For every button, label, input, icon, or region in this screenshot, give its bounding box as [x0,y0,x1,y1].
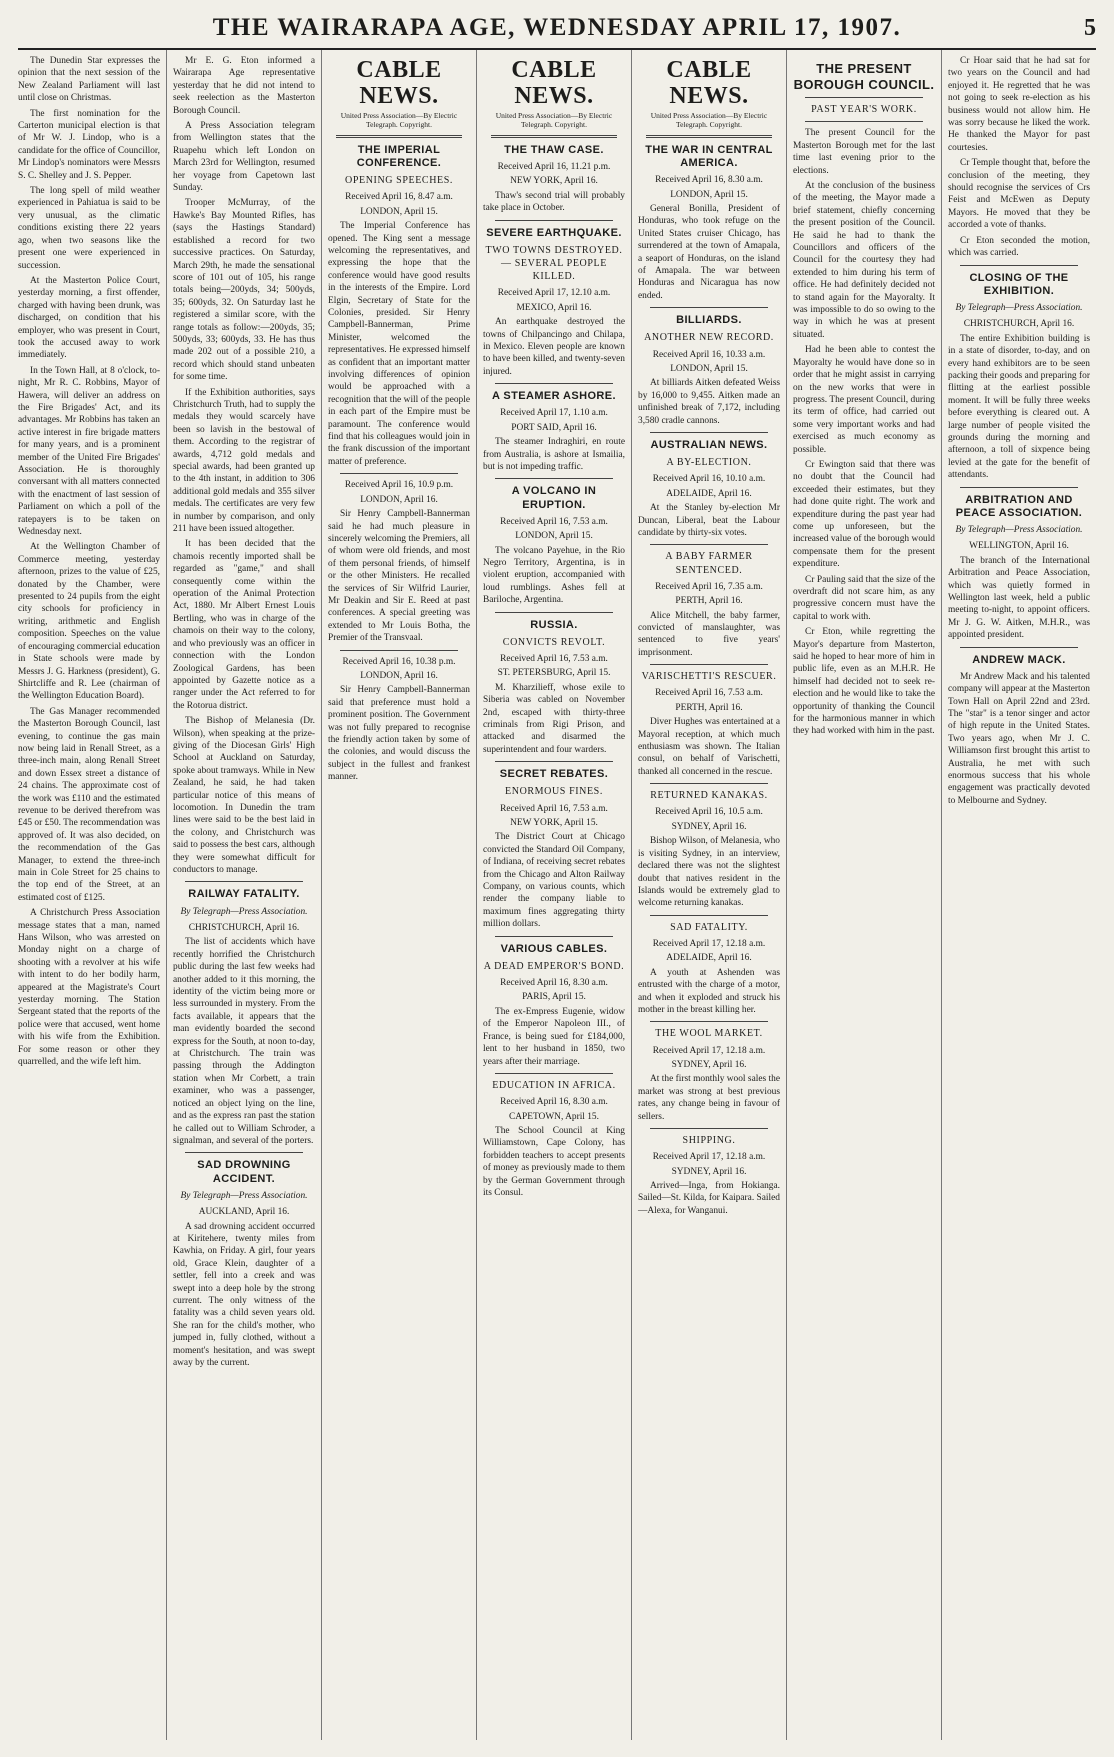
received-time: Received April 16, 7.53 a.m. [500,803,608,814]
article-paragraph: M. Kharzilieff, whose exile to Siberia was cabled on November 2nd, escaped with thirty-three criminals from Rigi Prison, and attacked and disarmed the superintendent and four warders. [483,682,625,755]
article-paragraph: At the Stanley by-election Mr Duncan, Liberal, beat the Labour candidate by thirty-six votes. [638,503,780,539]
article-paragraph: Cr Temple thought that, before the conclusion of the meeting, they should recognise the services of Crs Feist and McEwen as Deputy Mayors. He moved that they be accorded a vote of thanks. [948,158,1090,231]
article-paragraph: In the Town Hall, at 8 o'clock, to-night, Mr R. C. Robbins, Mayor of Hawera, will deliver an address on the Fire Brigades' Act, and its advantages. Mr Robbins has taken an active interest in fire brigade matters for many years, and is a prominent member of the United Fire Brigades' Association. He is thoroughly conversant with all matters connected with the enactment of last session of Parliament on which a poll of the ratepayers is to be taken on Wednesday next. [18,365,160,538]
received-time: Received April 16, 10.5 a.m. [655,807,763,818]
cable-credit: United Press Association—By Electric Telegraph. Copyright. [495,110,613,129]
column-cable-news-2 [476,50,631,1740]
divider [646,135,772,138]
article-paragraph: The branch of the International Arbitration and Peace Association, which was quietly formed in Wellington last week, held a public meeting to-night, to appoint officers. Mr J. G. W. Aitken, M.H.R., was appointed president. [948,555,1090,641]
column-local-news-2 [166,50,321,1740]
article-dateline: NEW YORK, April 15. [510,818,598,829]
divider [495,936,613,937]
article-paragraph: Arrived—Inga, from Hokianga. Sailed—St. Kilda, for Kaipara. Sailed—Alexa, for Wanganui. [638,1180,780,1216]
article-paragraph: Trooper McMurray, of the Hawke's Bay Mounted Rifles, has (says the Hastings Standard) established a record for two successive practices. On Saturday, March 29th, he made the sensational score of 101 out of 105, his range totals being—200yds, 34; 500yds, 35; 600yds, 32. On Saturday last he registered a similar score, with the range totals as follow:—200yds, 35; 500yds, 33; 600yds, 33. He has thus made 202 out of a possible 210, a record which should stand unbeaten for some time. [173,198,315,383]
received-time: Received April 16, 8.47 a.m. [345,192,453,203]
divider [650,432,768,433]
article-paragraph: Sir Henry Campbell-Bannerman said that preference must hold a prominent position. The Government was not fully prepared to recognise the friendly action taken by some of the colonies, and would discuss the subject in the fullest and frankest manner. [328,685,470,783]
column-local-news-3 [941,50,1096,1740]
article-headline: A STEAMER ASHORE. [492,390,616,403]
divider [650,664,768,665]
divider [495,761,613,762]
divider [650,1021,768,1022]
article-paragraph: At the first monthly wool sales the market was strong at best previous rates, any change being in favour of sellers. [638,1074,780,1122]
article-headline: AUSTRALIAN NEWS. [650,439,768,452]
cable-credit: United Press Association—By Electric Telegraph. Copyright. [650,110,768,129]
divider [495,220,613,221]
divider [495,383,613,384]
article-dateline: CHRISTCHURCH, April 16. [963,319,1075,330]
received-time: Received April 17, 1.10 a.m. [500,408,608,419]
divider [491,135,617,138]
article-dateline: MEXICO, April 16. [516,302,592,313]
divider [340,473,458,474]
article-paragraph: Cr Eton, while regretting the Mayor's departure from Masterton, said he hoped to hear more of him in public life, even as an M.H.R. He himself had decided not to seek re-election and he would like to take the opportunity of thanking the Council for the harmonious manner in which they had worked with him in the past. [793,627,935,737]
article-headline: SAD DROWNING ACCIDENT. [197,1159,291,1185]
article-dateline: LONDON, April 15. [360,206,438,217]
article-paragraph: A Christchurch Press Association message states that a man, named Hans Wilson, who was arrested on Monday night on a charge of shooting with a revolver at his wife with intent to do her bodily harm, appeared at the Magistrate's Court yesterday morning. The Station Sergeant stated that the reports of the police were that accused, went home with his wife from the Exhibition. For some reason or other they quarrelled, and the wife left him. [18,908,160,1068]
article-paragraph: The ex-Empress Eugenie, widow of the Emperor Napoleon III., of France, is being sued for £184,000, lent to her husband in 1850, two years after their marriage. [483,1006,625,1067]
article-subhead: THE WOOL MARKET. [655,1028,763,1040]
article-paragraph: At the Wellington Chamber of Commerce meeting, yesterday afternoon, prizes to the value of £25, donated by the Chamber, were presented to 24 pupils from the eight city schools for proficiency in writing, arithmetic and English composition. Speeches on the value of encouraging commercial education in State schools were made by Messrs J. G. Harkness (president), G. Shirtcliffe and R. Lee (chairman of the Wellington Education Board). [18,542,160,702]
article-paragraph: The volcano Payehue, in the Rio Negro Territory, Argentina, is in violent eruption, accompanied with loud rumblings. Ashes fell at Bariloche, Argentina. [483,545,625,606]
divider [340,650,458,651]
article-paragraph: The School Council at King Williamstown, Cape Colony, has forbidden teachers to accept presents of money as previously made to them by the German Government through its Consul. [483,1125,625,1198]
article-paragraph: Mr Andrew Mack and his talented company will appear at the Masterton Town Hall on April 22nd and 23rd. The "star" is a tenor singer and actor of high repute in the United States. Two years ago, when Mr J. C. Williamson first brought this artist to Australia, he met with such enormous success that his whole engagement was practically devoted to Melbourne and Sydney. [948,671,1090,806]
article-paragraph: Diver Hughes was entertained at a Mayoral reception, at which much enthusiasm was shown. The Italian consul, on behalf of Varischetti, thanked all concerned in the rescue. [638,717,780,777]
article-byline: By Telegraph—Press Association. [180,906,308,917]
received-time: Received April 16, 10.38 p.m. [342,656,456,667]
article-paragraph: The District Court at Chicago convicted the Standard Oil Company, of Indiana, of receiving secret rebates from the Chicago and Alton Railway Company, on various counts, which render the company liable to maximum fines aggregating thirty million dollars. [483,832,625,930]
article-paragraph: The first nomination for the Carterton municipal election is that of Mr W. J. Lindop, who is a candidate for the office of Councillor, Mr Lindop's nominators were Messrs S. C. Shelley and J. S. Pepper. [18,108,160,181]
article-subhead: PAST YEAR'S WORK. [811,104,917,116]
divider [650,783,768,784]
article-paragraph: At billiards Aitken defeated Weiss by 16,000 to 9,455. Aitken made an unfinished break of 7,172, including 3,580 cradle cannons. [638,378,780,426]
article-dateline: NEW YORK, April 16. [510,176,598,187]
article-subhead: SHIPPING. [682,1134,736,1146]
received-time: Received April 16, 10.33 a.m. [652,349,766,360]
divider [650,307,768,308]
divider [960,647,1078,648]
article-headline: BILLIARDS. [676,314,742,327]
received-time: Received April 16, 7.53 a.m. [655,688,763,699]
received-time: Received April 16, 10.9 p.m. [344,480,454,491]
article-headline: ANDREW MACK. [972,653,1066,666]
article-paragraph: A sad drowning accident occurred at Kiritehere, twenty miles from Kawhia, on Friday. A girl, four years old, Grace Klein, daughter of a settler, fell into a creek and was swept into a deep hole by the strong current. The only witness of the fatality was a child seven years old. She ran for the child's mother, who jumped in, fully clothed, without a moment's hesitation, and was swept away by the current. [173,1221,315,1368]
article-headline: A VOLCANO IN ERUPTION. [511,485,597,511]
article-dateline: LONDON, April 15. [670,189,748,200]
article-subhead: OPENING SPEECHES. [345,175,453,187]
article-dateline: ADELAIDE, April 16. [666,953,752,964]
article-subhead: A DEAD EMPEROR'S BOND. [483,960,625,972]
article-dateline: SYDNEY, April 16. [671,1166,747,1177]
divider [185,881,303,882]
article-subhead: ANOTHER NEW RECORD. [644,332,774,344]
divider [336,135,462,138]
article-dateline: PORT SAID, April 16. [511,422,597,433]
received-time: Received April 16, 8.30 a.m. [655,175,763,186]
received-time: Received April 16, 8.30 a.m. [500,1097,608,1108]
article-subhead: RETURNED KANAKAS. [650,790,768,802]
article-dateline: ST. PETERSBURG, April 15. [497,668,611,679]
article-paragraph: The steamer Indraghiri, en route from Australia, is ashore at Ismailia, but is not impeding traffic. [483,437,625,472]
article-paragraph: The list of accidents which have recently horrified the Christchurch public during the last few weeks had another added to it this morning, the identity of the victim being more or less surrounded in mystery. From the facts available, it appears that the man evidently boarded the second express for the South, at noon to-day, at Christchurch. The train was passing through the Addington station when Mr Corbett, a train examiner, who was a passenger, noticed an object lying on the line, and as the express ran past the station he called out to William Schroder, a signalman, and several of the porters. [173,937,315,1146]
received-time: Received April 16, 11.21 p.m. [497,161,611,172]
article-byline: By Telegraph—Press Association. [180,1190,308,1201]
column-body [483,144,625,1200]
article-paragraph: It has been decided that the chamois recently imported shall be regarded as "game," and shall consequently come within the operation of the Animal Protection Act, 1880. Mr Albert Ernest Louis Bertling, who was in charge of the chamois on their way to the colony, and who previously was an officer in connection with the London Zoological Gardens, has been appointed by Gazette notice as a ranger under the Act referred to for the Rotorua district. [173,539,315,711]
article-subhead: TWO TOWNS DESTROYED. — SEVERAL PEOPLE KILLED. [485,244,623,283]
article-headline: THE IMPERIAL CONFERENCE. [356,143,442,169]
article-dateline: PARIS, April 15. [522,992,586,1003]
article-paragraph: The Gas Manager recommended the Masterton Borough Council, last evening, to continue the gas main now being laid in Renall Street, as a three-inch main, along Renall Street and down Essex street a distance of 24 chains. The approximate cost of the work was £110 and the estimated revenue to be derived therefrom was £45 or £50. The recommendation was approved of. It was also decided, on the recommendation of the Gas Manager, to extend the three-inch main in Cole Street for 25 chains to the top end of the Street, at an estimated cost of £125. [18,706,160,903]
article-dateline: PERTH, April 16. [675,702,743,713]
article-headline: ARBITRATION AND PEACE ASSOCIATION. [955,493,1083,519]
received-time: Received April 17, 12.18 a.m. [652,1045,766,1056]
article-dateline: SYDNEY, April 16. [671,1059,747,1070]
received-time: Received April 17, 12.10 a.m. [497,288,611,299]
article-paragraph: Cr Pauling said that the size of the overdraft did not scare him, as any progressive concern must have the capital to work with. [793,574,935,622]
article-dateline: SYDNEY, April 16. [671,821,747,832]
article-paragraph: Thaw's second trial will probably take place in October. [483,190,625,214]
article-subhead: SAD FATALITY. [670,921,748,933]
article-dateline: CAPETOWN, April 15. [509,1111,599,1122]
received-time: Received April 16, 7.53 a.m. [500,516,608,527]
article-paragraph: A youth at Ashenden was entrusted with the charge of a motor, and when it exploded and struck his mother in the breast killing her. [638,967,780,1015]
article-paragraph: Alice Mitchell, the baby farmer, convicted of manslaughter, was sentenced to five years' imprisonment. [638,610,780,658]
article-paragraph: Had he been able to contest the Mayoralty he would have done so in order that he might assist in carrying on the new works that were in progress. The present Council, during its term of office, had carried out some very important works and had exercised as much economy as possible. [793,345,935,455]
article-paragraph: Mr E. G. Eton informed a Wairarapa Age representative yesterday that he did not intend to seek reelection as the Masterton Borough Council. [173,56,315,116]
masthead [18,14,1096,50]
column-borough-council [786,50,941,1740]
article-headline: VARIOUS CABLES. [500,942,608,955]
article-paragraph: At the conclusion of the business of the meeting, the Mayor made a brief statement, chiefly concerning the present position of the Council. He said he had to thank the Councillors and officers of the Council for the courtesy they had extended to him during his term of office. He had definitely decided not to stand again for the Mayoralty. It was impossible to do so owing to the way in which he was at present situated. [793,181,935,340]
article-paragraph: The Dunedin Star expresses the opinion that the next session of the New Zealand Parliament will last until close on Christmas. [18,56,160,104]
article-subhead: A BABY FARMER SENTENCED. [665,551,753,576]
article-headline: RAILWAY FATALITY. [188,888,300,901]
article-subhead: VARISCHETTI'S RESCUER. [641,671,777,683]
article-dateline: CHRISTCHURCH, April 16. [188,923,300,933]
article-paragraph: The Bishop of Melanesia (Dr. Wilson), when speaking at the prize-giving of the Diocesan Girls' High School at Auckland on Saturday, spoke about tramways. While in New Zealand, he said, he had taken particular notice of this means of locomotion. In Dunedin the tram lines were said to be the best laid in the colony, and Christchurch was said to possess the best cars, although they were somewhat difficult for conductors to manage. [173,716,315,875]
article-headline: THE WAR IN CENTRAL AMERICA. [645,143,773,169]
column-cable-news-1 [321,50,476,1740]
divider [805,97,923,98]
received-time: Received April 16, 7.53 a.m. [500,654,608,664]
article-headline: THE THAW CASE. [504,143,604,156]
newspaper-title: THE WAIRARAPA AGE, WEDNESDAY APRIL 17, 1907. [212,14,902,41]
article-dateline: AUCKLAND, April 16. [198,1207,290,1218]
article-dateline: LONDON, April 16. [360,494,438,505]
article-subhead: A BY-ELECTION. [666,457,752,469]
received-time: Received April 17, 12.18 a.m. [652,1152,766,1163]
article-subhead: CONVICTS REVOLT. [502,636,606,648]
cable-credit: United Press Association—By Electric Telegraph. Copyright. [340,110,458,129]
article-byline: By Telegraph—Press Association. [955,524,1083,535]
divider [495,612,613,613]
page-number: 5 [1084,15,1096,41]
received-time: Received April 16, 7.35 a.m. [655,581,763,592]
article-paragraph: Sir Henry Campbell-Bannerman said he had much pleasure in sincerely welcoming the Premiers, all of whom were old friends, and most of them personal friends, of himself or the other Ministers. He recalled the services of Sir Wilfrid Laurier, Mr Deakin and Sir E. Reed at past conferences. A special greeting was extended to Mr Louis Botha, the Premier of the Transvaal. [328,509,470,644]
article-paragraph: Cr Eton seconded the motion, which was carried. [948,235,1090,259]
column-cable-news-3 [631,50,786,1740]
article-dateline: LONDON, April 15. [515,531,593,542]
received-time: Received April 16, 8.30 a.m. [500,978,608,989]
divider [495,1073,613,1074]
article-dateline: WELLINGTON, April 16. [969,541,1069,552]
received-time: Received April 16, 10.10 a.m. [652,474,766,485]
article-dateline: LONDON, April 15. [670,364,748,374]
column-local-news-1 [18,50,166,1740]
divider [650,1128,768,1129]
column-body [638,144,780,1217]
article-headline: RUSSIA. [530,618,578,631]
column-body [328,144,470,784]
article-byline: By Telegraph—Press Association. [955,302,1083,313]
cable-news-heading: CABLE NEWS. [666,57,752,110]
article-paragraph: General Bonilla, President of Honduras, who took refuge on the United States cruiser Chicago, has surrendered at the town of Amapala, a seaport of Honduras, on the island of Amapala. The war between Honduras and Nicaragua has now ended. [638,203,780,301]
article-headline: SEVERE EARTHQUAKE. [486,226,622,239]
article-headline: SECRET REBATES. [499,768,609,781]
article-headline: CLOSING OF THE EXHIBITION. [969,271,1069,297]
article-paragraph: If the Exhibition authorities, says Christchurch Truth, had to supply the medals they would scarcely have been so lavish in the bestowal of them. According to the registrar of awards, 4,712 gold medals and special awards, had been granted up to the 4th instant, in addition to 306 additional gold medals and 355 silver medals. The certificates are very few in number by comparison, and only 211 have been issued altogether. [173,387,315,535]
article-paragraph: An earthquake destroyed the towns of Chilpancingo and Chilapa, in Mexico. Eleven people are known to have been killed, and twenty-seven injured. [483,317,625,377]
divider [960,265,1078,266]
divider [960,487,1078,488]
column-body [793,127,935,738]
article-dateline: LONDON, April 16. [360,670,438,681]
received-time: Received April 17, 12.18 a.m. [652,938,766,949]
article-paragraph: Bishop Wilson, of Melanesia, who is visiting Sydney, in an interview, declared there was not the slightest doubt that natives resident in the Islands would be extremely glad to welcome returning kanakas. [638,836,780,909]
cable-news-heading: CABLE NEWS. [511,57,597,110]
article-subhead: ENORMOUS FINES. [505,786,603,798]
article-headline: THE PRESENT BOROUGH COUNCIL. [793,61,935,92]
article-paragraph: The entire Exhibition building is in a state of disorder, to-day, and on every hand exhibitors are to be seen packing their goods and preparing for flitting at the earliest possible moment. It will be fully three weeks before everything is cleared out. A large number of people visited the grounds during the morning and afternoon, a toll of sixpence being levied at the gate for the benefit of attendants. [948,333,1090,481]
article-paragraph: The present Council for the Masterton Borough met for the last time last evening prior to the elections. [793,128,935,176]
divider [185,1152,303,1153]
article-paragraph: A Press Association telegram from Wellington states that the Ruapehu which left London on March 23rd for Wellington, resumed her voyage from Capetown last Sunday. [173,121,315,194]
columns [18,50,1096,1740]
article-dateline: ADELAIDE, April 16. [666,488,752,499]
article-paragraph: The long spell of mild weather experienced in Pahiatua is said to be very unusual, as the climatic conditions existing there 22 years ago, when two seasons like the present one were experienced in succession. [18,186,160,271]
divider [650,915,768,916]
article-paragraph: The Imperial Conference has opened. The King sent a message welcoming the representatives, and expressing the hope that the conference would have good results in the interests of the Empire. Lord Elgin, Secretary of State for the Colonies, presided. Sir Henry Campbell-Bannerman, Prime Minister, welcomed the representatives. He expressed himself as confident that an important matter involving differences of opinion would be approached with a recognition that the will of the people in each part of the Empire must be paramount. The conference would find that his colleagues would join in the frank discussion of the important matter of preference. [328,221,470,467]
article-paragraph: Cr Hoar said that he had sat for two years on the Council and had enjoyed it. He regretted that he was not going to seek re-election as his business would not allow him. He was sorry because he liked the work. He thanked the Mayor for past courtesies. [948,56,1090,153]
article-dateline: PERTH, April 16. [675,596,743,607]
divider [805,121,923,122]
divider [650,544,768,545]
cable-news-heading: CABLE NEWS. [356,57,442,110]
article-subhead: EDUCATION IN AFRICA. [492,1079,616,1091]
article-paragraph: At the Masterton Police Court, yesterday morning, a first offender, charged with having been drunk, was discharged, on condition that his employer, who was present in Court, took the accused away to work immediately. [18,275,160,361]
article-paragraph: Cr Ewington said that there was no doubt that the Council had exceeded their estimates, but they had done quite right. The work and expenditure during the past year had come up unforeseen, but the increased value of the borough would compensate them for the present expenditure. [793,459,935,570]
divider [495,478,613,479]
